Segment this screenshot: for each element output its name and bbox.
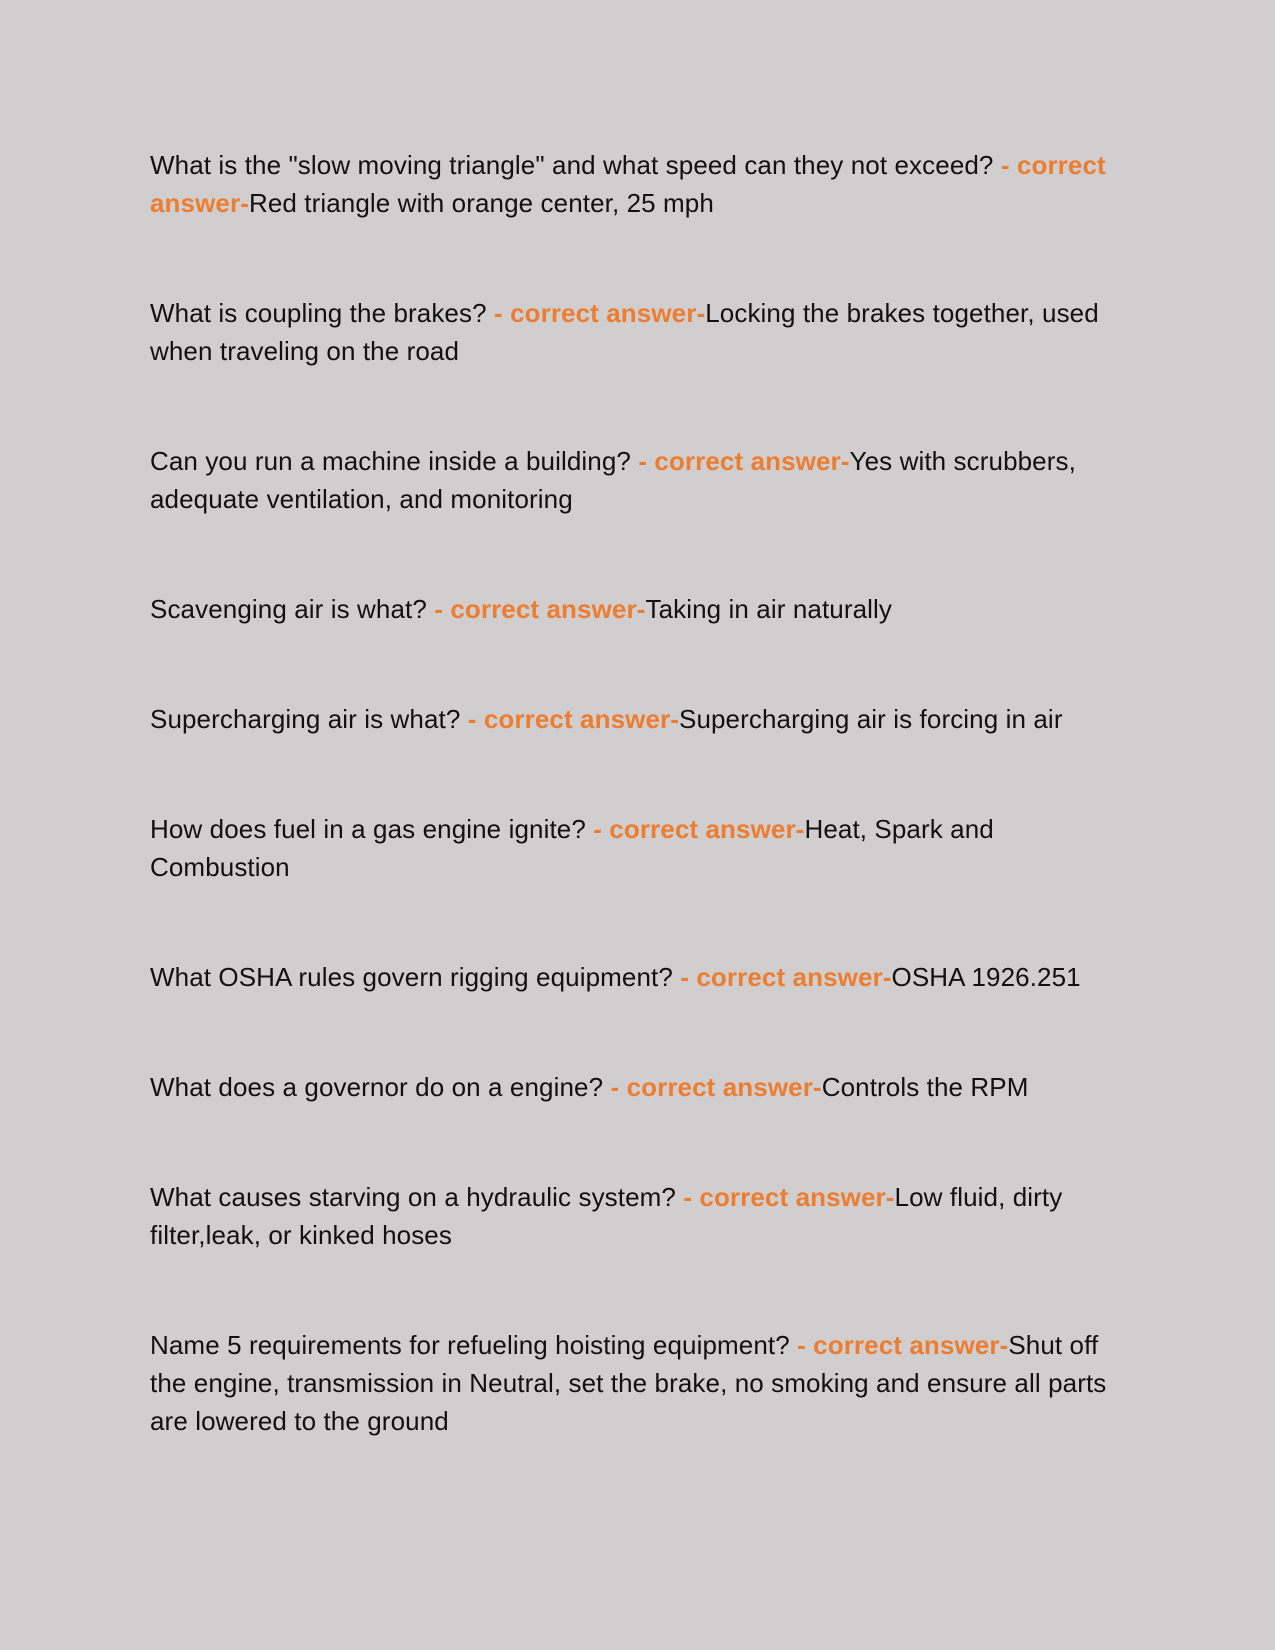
correct-answer-label: - correct answer- [434, 594, 646, 624]
correct-answer-label: - correct answer- [683, 1182, 895, 1212]
correct-answer-label: - correct answer- [593, 814, 805, 844]
question-text: How does fuel in a gas engine ignite? [150, 814, 586, 844]
answer-text: Yes with scrubbers, adequate ventilation, and monitoring [150, 446, 1076, 514]
question-text: Supercharging air is what? [150, 704, 461, 734]
qa-list [150, 146, 1130, 1440]
qa-item-5 [150, 700, 1130, 738]
question-text: What is coupling the brakes? [150, 298, 487, 328]
qa-item-1 [150, 146, 1130, 222]
answer-text: Supercharging air is forcing in air [679, 704, 1063, 734]
answer-text: Taking in air naturally [645, 594, 893, 624]
correct-answer-label: - correct answer- [797, 1330, 1009, 1360]
question-text: Can you run a machine inside a building? [150, 446, 631, 476]
correct-answer-label: - correct answer- [610, 1072, 822, 1102]
question-text: What is the "slow moving triangle" and what speed can they not exceed? [150, 150, 994, 180]
correct-answer-label: - correct answer- [638, 446, 850, 476]
correct-answer-label: - correct answer- [467, 704, 679, 734]
answer-text: OSHA 1926.251 [891, 962, 1081, 992]
qa-item-7 [150, 958, 1130, 996]
answer-text: Locking the brakes together, used when traveling on the road [150, 298, 1099, 366]
question-text: Name 5 requirements for refueling hoisting equipment? [150, 1330, 790, 1360]
qa-item-9 [150, 1178, 1130, 1254]
question-text: What does a governor do on a engine? [150, 1072, 604, 1102]
correct-answer-label: - correct answer- [680, 962, 892, 992]
correct-answer-label: - correct answer- [493, 298, 706, 328]
correct-answer-label: - correct answer- [150, 150, 1106, 218]
qa-item-6 [150, 810, 1130, 886]
answer-text: Heat, Spark and Combustion [150, 814, 994, 882]
qa-item-2 [150, 294, 1130, 370]
qa-item-3 [150, 442, 1130, 518]
answer-text: Controls the RPM [821, 1072, 1029, 1102]
qa-item-10 [150, 1326, 1130, 1440]
answer-text: Red triangle with orange center, 25 mph [248, 188, 714, 218]
qa-item-4 [150, 590, 1130, 628]
question-text: Scavenging air is what? [150, 594, 427, 624]
answer-text: Low fluid, dirty filter,leak, or kinked hoses [150, 1182, 1063, 1250]
qa-item-8 [150, 1068, 1130, 1106]
question-text: What causes starving on a hydraulic system? [150, 1182, 676, 1212]
question-text: What OSHA rules govern rigging equipment? [150, 962, 673, 992]
answer-text: Shut off the engine, transmission in Neutral, set the brake, no smoking and ensure all parts are lowered to the ground [150, 1330, 1107, 1436]
